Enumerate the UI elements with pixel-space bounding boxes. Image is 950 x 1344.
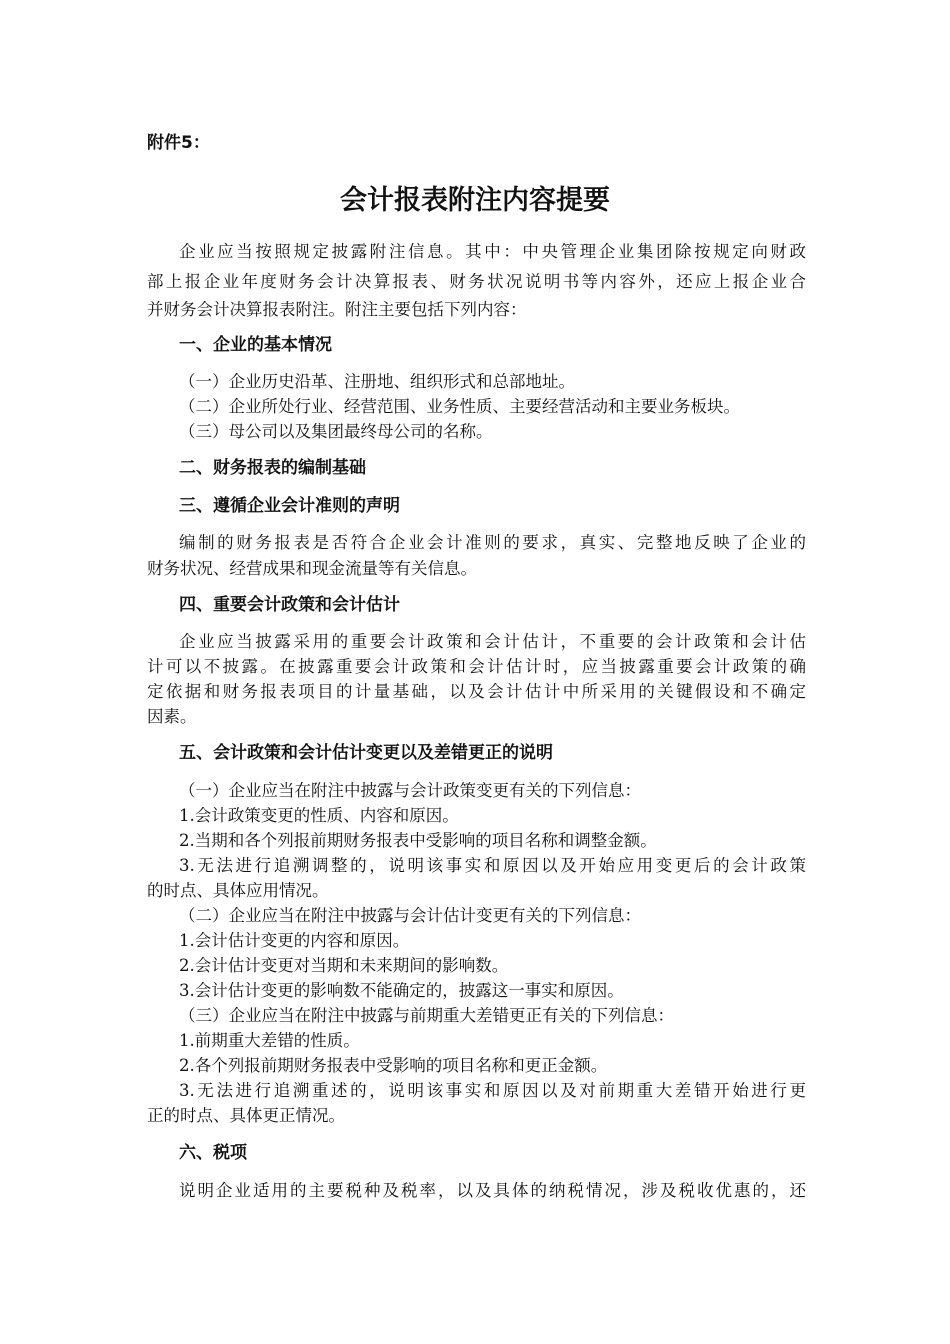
paragraph-line: 部上报企业年度财务会计决算报表、财务状况说明书等内容外，还应上报企业合 <box>147 272 806 291</box>
paragraph-line: 2.当期和各个列报前期财务报表中受影响的项目名称和调整金额。 <box>179 831 657 850</box>
paragraph-line: 因素。 <box>147 707 197 726</box>
paragraph-line: 编制的财务报表是否符合企业会计准则的要求，真实、完整地反映了企业的 <box>179 533 806 552</box>
paragraph-line: 2.各个列报前期财务报表中受影响的项目名称和更正金额。 <box>179 1056 608 1075</box>
section-heading: 三、遵循企业会计准则的声明 <box>179 496 400 516</box>
paragraph-line: （三）母公司以及集团最终母公司的名称。 <box>179 422 493 441</box>
document-title: 会计报表附注内容提要 <box>340 185 610 216</box>
paragraph-line: 2.会计估计变更对当期和未来期间的影响数。 <box>179 956 509 975</box>
section-heading: 二、财务报表的编制基础 <box>179 458 366 478</box>
paragraph-line: （二）企业应当在附注中披露与会计估计变更有关的下列信息： <box>179 906 641 925</box>
paragraph-line: 计可以不披露。在披露重要会计政策和会计估计时，应当披露重要会计政策的确 <box>147 657 806 676</box>
paragraph-line: 的时点、具体应用情况。 <box>147 881 329 900</box>
paragraph-line: 定依据和财务报表项目的计量基础，以及会计估计中所采用的关键假设和不确定 <box>147 682 806 701</box>
paragraph-line: 正的时点、具体更正情况。 <box>147 1106 345 1125</box>
paragraph-line: 并财务会计决算报表附注。附注主要包括下列内容： <box>147 300 527 319</box>
paragraph-line: 3.无法进行追溯调整的，说明该事实和原因以及开始应用变更后的会计政策 <box>179 856 806 875</box>
section-heading: 四、重要会计政策和会计估计 <box>179 595 400 615</box>
section-heading: 五、会计政策和会计估计变更以及差错更正的说明 <box>179 743 553 763</box>
section-heading: 一、企业的基本情况 <box>179 335 332 355</box>
paragraph-line: 企业应当按照规定披露附注信息。其中：中央管理企业集团除按规定向财政 <box>179 242 806 261</box>
paragraph-line: （一）企业历史沿革、注册地、组织形式和总部地址。 <box>179 372 575 391</box>
paragraph-line: 1.会计政策变更的性质、内容和原因。 <box>179 806 459 825</box>
paragraph-line: 财务状况、经营成果和现金流量等有关信息。 <box>147 559 477 578</box>
paragraph-line: 1.会计估计变更的内容和原因。 <box>179 931 410 950</box>
paragraph-line: （二）企业所处行业、经营范围、业务性质、主要经营活动和主要业务板块。 <box>179 397 740 416</box>
paragraph-line: （三）企业应当在附注中披露与前期重大差错更正有关的下列信息： <box>179 1006 674 1025</box>
paragraph-line: 3.无法进行追溯重述的，说明该事实和原因以及对前期重大差错开始进行更 <box>179 1081 806 1100</box>
paragraph-line: 3.会计估计变更的影响数不能确定的，披露这一事实和原因。 <box>179 981 624 1000</box>
paragraph-line: （一）企业应当在附注中披露与会计政策变更有关的下列信息： <box>179 781 641 800</box>
attachment-label: 附件5： <box>147 133 210 153</box>
paragraph-line: 企业应当披露采用的重要会计政策和会计估计，不重要的会计政策和会计估 <box>179 632 806 651</box>
paragraph-line: 说明企业适用的主要税种及税率，以及具体的纳税情况，涉及税收优惠的，还 <box>179 1181 806 1200</box>
section-heading: 六、税项 <box>179 1143 247 1163</box>
paragraph-line: 1.前期重大差错的性质。 <box>179 1031 360 1050</box>
